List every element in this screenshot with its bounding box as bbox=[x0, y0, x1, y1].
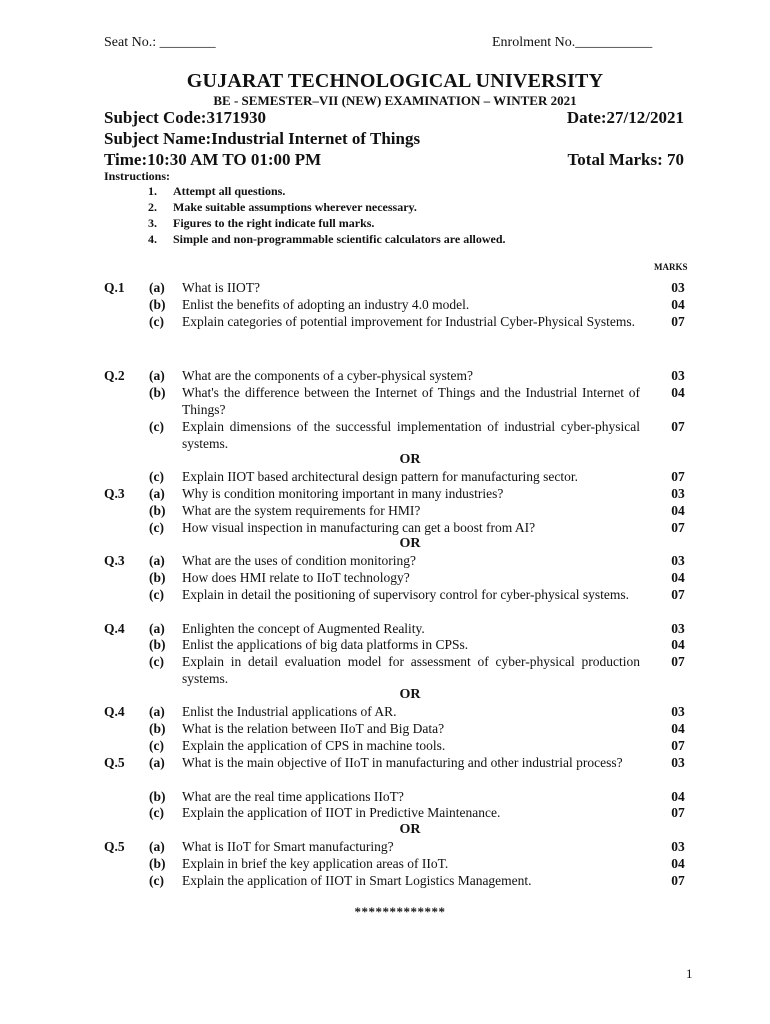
sub-question-label: (c) bbox=[149, 805, 164, 820]
question-marks: 04 bbox=[671, 570, 685, 585]
question-text: Why is condition monitoring important in many industries? bbox=[182, 486, 504, 501]
question-marks: 04 bbox=[671, 721, 685, 736]
instruction-number: 4. bbox=[148, 232, 157, 246]
sub-question-label: (b) bbox=[149, 721, 166, 736]
sub-question-label: (c) bbox=[149, 314, 164, 329]
instruction-number: 3. bbox=[148, 216, 157, 230]
sub-question-label: (c) bbox=[149, 738, 164, 753]
question-marks: 07 bbox=[671, 520, 685, 535]
question-number: Q.2 bbox=[104, 368, 125, 383]
question-text: Explain the application of IIOT in Smart Logistics Management. bbox=[182, 873, 532, 888]
question-text: How visual inspection in manufacturing can get a boost from AI? bbox=[182, 520, 536, 535]
seat-number-field: Seat No.: ________ bbox=[104, 35, 216, 50]
sub-question-label: (b) bbox=[149, 637, 166, 652]
question-text: What are the real time applications IIoT? bbox=[182, 789, 404, 804]
marks-column-heading: MARKS bbox=[654, 262, 688, 272]
instructions-heading: Instructions: bbox=[104, 169, 171, 183]
question-number: Q.4 bbox=[104, 704, 125, 719]
subject-code: Subject Code:3171930 bbox=[104, 108, 266, 127]
sub-question-label: (b) bbox=[149, 856, 166, 871]
question-marks: 04 bbox=[671, 503, 685, 518]
question-marks: 07 bbox=[671, 587, 685, 602]
question-marks: 03 bbox=[671, 839, 685, 854]
exam-date: Date:27/12/2021 bbox=[566, 108, 684, 127]
enrolment-number-field: Enrolment No.___________ bbox=[492, 35, 653, 50]
question-text: Explain IIOT based architectural design pattern for manufacturing sector. bbox=[182, 469, 578, 484]
instruction-item bbox=[148, 184, 285, 199]
question-marks: 03 bbox=[671, 368, 685, 383]
question-marks: 03 bbox=[671, 486, 685, 501]
question-text: Enlist the Industrial applications of AR. bbox=[182, 704, 397, 719]
sub-question-label: (c) bbox=[149, 587, 164, 602]
question-marks: 07 bbox=[671, 469, 685, 484]
question-text: Explain in brief the key application areas of IIoT. bbox=[182, 856, 449, 871]
sub-question-label: (a) bbox=[149, 553, 165, 568]
sub-question-label: (a) bbox=[149, 280, 165, 295]
instruction-item bbox=[148, 232, 506, 247]
instruction-item bbox=[148, 200, 417, 215]
or-label: OR bbox=[399, 452, 421, 467]
sub-question-label: (c) bbox=[149, 654, 164, 669]
question-text: Enlighten the concept of Augmented Reality. bbox=[182, 621, 425, 636]
instruction-number: 2. bbox=[148, 200, 157, 214]
sub-question-label: (c) bbox=[149, 520, 164, 535]
sub-question-label: (c) bbox=[149, 469, 164, 484]
page-number: 1 bbox=[686, 966, 693, 981]
exam-title: BE - SEMESTER–VII (NEW) EXAMINATION – WINTER 2021 bbox=[213, 93, 577, 108]
instruction-text: Figures to the right indicate full marks. bbox=[173, 216, 375, 230]
question-marks: 03 bbox=[671, 621, 685, 636]
question-number: Q.3 bbox=[104, 486, 125, 501]
question-number: Q.5 bbox=[104, 755, 125, 770]
question-number: Q.3 bbox=[104, 553, 125, 568]
or-label: OR bbox=[399, 536, 421, 551]
question-text: What are the system requirements for HMI? bbox=[182, 503, 421, 518]
sub-question-label: (c) bbox=[149, 873, 164, 888]
sub-question-label: (b) bbox=[149, 789, 166, 804]
sub-question-label: (b) bbox=[149, 385, 166, 400]
instruction-item bbox=[148, 216, 374, 231]
instruction-text: Simple and non-programmable scientific calculators are allowed. bbox=[173, 232, 506, 246]
instruction-text: Attempt all questions. bbox=[173, 184, 286, 198]
sub-question-label: (c) bbox=[149, 419, 164, 434]
question-text: What are the uses of condition monitoring? bbox=[182, 553, 416, 568]
sub-question-label: (a) bbox=[149, 755, 165, 770]
question-text: What is the relation between IIoT and Big Data? bbox=[182, 721, 445, 736]
or-label: OR bbox=[399, 687, 421, 702]
sub-question-label: (a) bbox=[149, 839, 165, 854]
university-title: GUJARAT TECHNOLOGICAL UNIVERSITY bbox=[186, 70, 604, 92]
sub-question-label: (b) bbox=[149, 570, 166, 585]
question-text: Explain in detail the positioning of supervisory control for cyber-physical systems. bbox=[182, 587, 630, 602]
question-marks: 04 bbox=[671, 385, 685, 400]
question-text: What is the main objective of IIoT in manufacturing and other industrial process? bbox=[182, 755, 623, 770]
question-marks: 03 bbox=[671, 280, 685, 295]
question-number: Q.4 bbox=[104, 621, 125, 636]
question-marks: 03 bbox=[671, 704, 685, 719]
question-marks: 07 bbox=[671, 805, 685, 820]
question-text: Explain categories of potential improvement for Industrial Cyber-Physical Systems. bbox=[182, 314, 636, 329]
sub-question-label: (a) bbox=[149, 368, 165, 383]
question-marks: 04 bbox=[671, 297, 685, 312]
question-number: Q.1 bbox=[104, 280, 125, 295]
total-marks: Total Marks: 70 bbox=[567, 150, 684, 169]
question-marks: 03 bbox=[671, 553, 685, 568]
sub-question-label: (a) bbox=[149, 704, 165, 719]
question-text: Explain dimensions of the successful implementation of industrial cyber-physical systems. bbox=[182, 419, 640, 451]
question-text: What is IIOT? bbox=[182, 280, 260, 295]
end-of-paper-mark: ************* bbox=[354, 904, 446, 919]
or-label: OR bbox=[399, 822, 421, 837]
subject-name: Subject Name:Industrial Internet of Things bbox=[104, 129, 421, 148]
question-text: Enlist the benefits of adopting an industry 4.0 model. bbox=[182, 297, 470, 312]
sub-question-label: (a) bbox=[149, 486, 165, 501]
question-text: Enlist the applications of big data platforms in CPSs. bbox=[182, 637, 469, 652]
sub-question-label: (b) bbox=[149, 297, 166, 312]
question-text: Explain the application of IIOT in Predictive Maintenance. bbox=[182, 805, 501, 820]
question-marks: 07 bbox=[671, 419, 685, 434]
question-marks: 07 bbox=[671, 738, 685, 753]
question-marks: 04 bbox=[671, 637, 685, 652]
sub-question-label: (a) bbox=[149, 621, 165, 636]
sub-question-label: (b) bbox=[149, 503, 166, 518]
question-marks: 07 bbox=[671, 654, 685, 669]
question-marks: 07 bbox=[671, 314, 685, 329]
question-text: What are the components of a cyber-physical system? bbox=[182, 368, 473, 383]
question-number: Q.5 bbox=[104, 839, 125, 854]
instruction-text: Make suitable assumptions wherever necessary. bbox=[173, 200, 417, 214]
question-text: What is IIoT for Smart manufacturing? bbox=[182, 839, 394, 854]
question-text: What's the difference between the Internet of Things and the Industrial Internet of Things? bbox=[182, 385, 640, 417]
question-text: Explain the application of CPS in machine tools. bbox=[182, 738, 446, 753]
question-text: How does HMI relate to IIoT technology? bbox=[182, 570, 410, 585]
question-marks: 04 bbox=[671, 856, 685, 871]
question-marks: 04 bbox=[671, 789, 685, 804]
question-text: Explain in detail evaluation model for assessment of cyber-physical production systems. bbox=[182, 654, 640, 686]
question-marks: 07 bbox=[671, 873, 685, 888]
question-marks: 03 bbox=[671, 755, 685, 770]
exam-time: Time:10:30 AM TO 01:00 PM bbox=[104, 150, 322, 169]
instruction-number: 1. bbox=[148, 184, 157, 198]
